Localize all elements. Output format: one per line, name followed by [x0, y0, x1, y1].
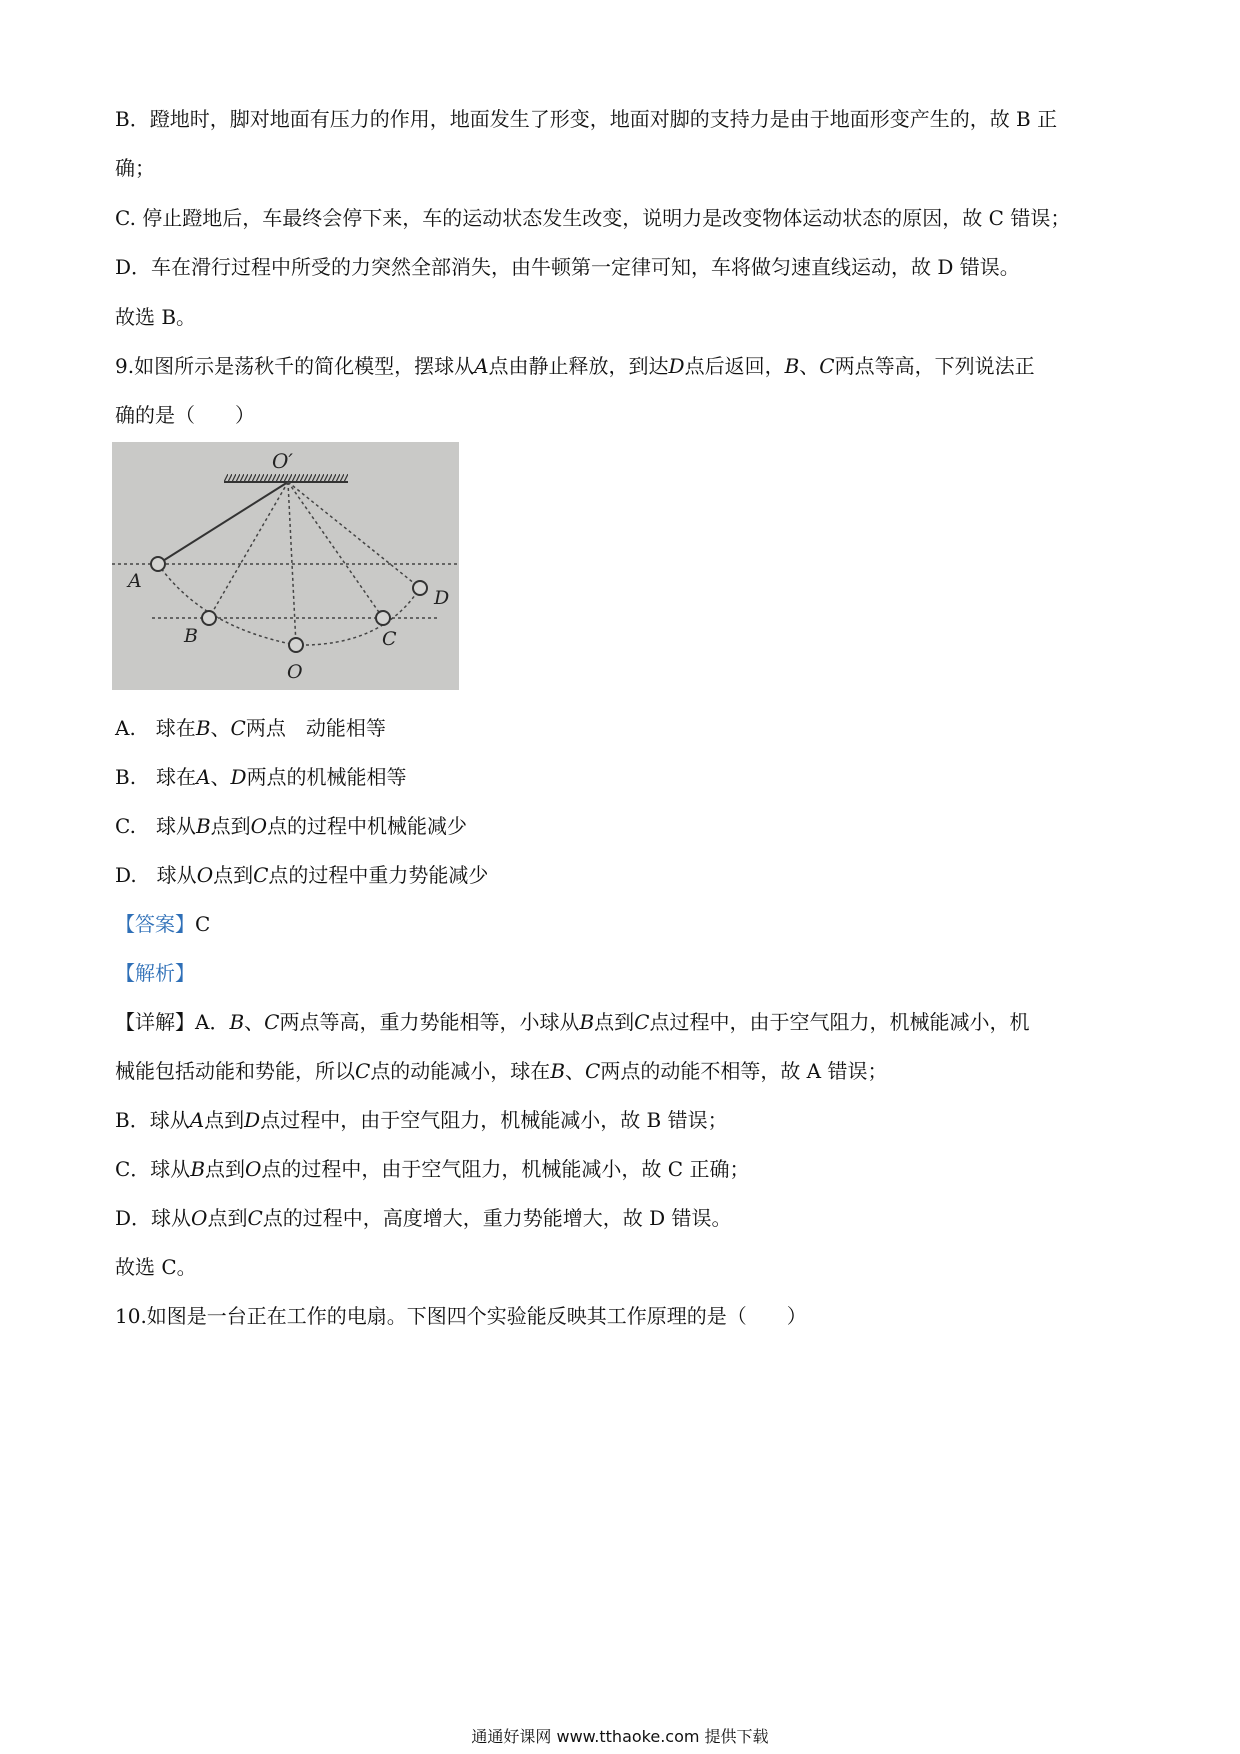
text-line: B．蹬地时，脚对地面有压力的作用，地面发生了形变，地面对脚的支持力是由于地面形变产生的，故 B 正 [115, 107, 1058, 131]
label-c: C [382, 628, 397, 650]
ball-b [202, 611, 216, 625]
ball-d [413, 581, 427, 595]
footer: 通通好课网 www.tthaoke.com 提供下载 [471, 1727, 769, 1746]
ceiling [224, 474, 348, 482]
answer-value: C [195, 912, 211, 936]
text-line: C. 停止蹬地后，车最终会停下来，车的运动状态发生改变，说明力是改变物体运动状态的原因，故 C 错误； [115, 206, 1071, 230]
answer [115, 909, 210, 939]
text-line: 故选 B。 [115, 305, 197, 329]
label-pivot: O′ [272, 449, 293, 473]
option-b: B. 球在A、D两点的机械能相等 [115, 765, 407, 789]
text-line: 确； [115, 156, 155, 180]
string [158, 482, 288, 564]
text-line: D．车在滑行过程中所受的力突然全部消失，由牛顿第一定律可知，车将做匀速直线运动，故 D 错误。 [115, 255, 1020, 279]
question-9: 9.如图所示是荡秋千的简化模型，摆球从A点由静止释放，到达D点后返回，B、C两点等高，下列说法正 [115, 354, 1035, 378]
dotted-string-c [288, 482, 383, 618]
option-a: A. 球在B、C两点 动能相等 [115, 716, 386, 740]
question-10: 10.如图是一台正在工作的电扇。下图四个实验能反映其工作原理的是（ ） [115, 1304, 807, 1328]
answer-label: 【答案】 [115, 912, 195, 936]
detail-line-3: B．球从A点到D点过程中，由于空气阻力，机械能减小，故 B 错误； [115, 1108, 728, 1132]
option-d: D. 球从O点到C点的过程中重力势能减少 [115, 863, 489, 887]
label-b: B [184, 625, 198, 647]
question-9-line-2: 确的是（ ） [115, 403, 255, 427]
label-a: A [128, 570, 142, 592]
label-d: D [434, 587, 450, 609]
label-o: O [287, 661, 303, 683]
ball-c [376, 611, 390, 625]
detail-line-2: 械能包括动能和势能，所以C点的动能减小，球在B、C两点的动能不相等，故 A 错误； [115, 1059, 888, 1083]
detail-conclusion: 故选 C。 [115, 1255, 197, 1279]
dotted-string-b [209, 482, 288, 618]
detail-line-5: D．球从O点到C点的过程中，高度增大，重力势能增大，故 D 错误。 [115, 1206, 732, 1230]
dotted-string-d [288, 482, 420, 588]
detail-line-4: C．球从B点到O点的过程中，由于空气阻力，机械能减小，故 C 正确； [115, 1157, 750, 1181]
option-c: C. 球从B点到O点的过程中机械能减少 [115, 814, 468, 838]
detail-line-1: 【详解】A．B、C两点等高，重力势能相等，小球从B点到C点过程中，由于空气阻力，机械能减小，机 [115, 1010, 1030, 1034]
ball-a [151, 557, 165, 571]
ball-o [289, 638, 303, 652]
analysis-label: 【解析】 [115, 961, 195, 985]
pendulum-figure [112, 442, 459, 690]
